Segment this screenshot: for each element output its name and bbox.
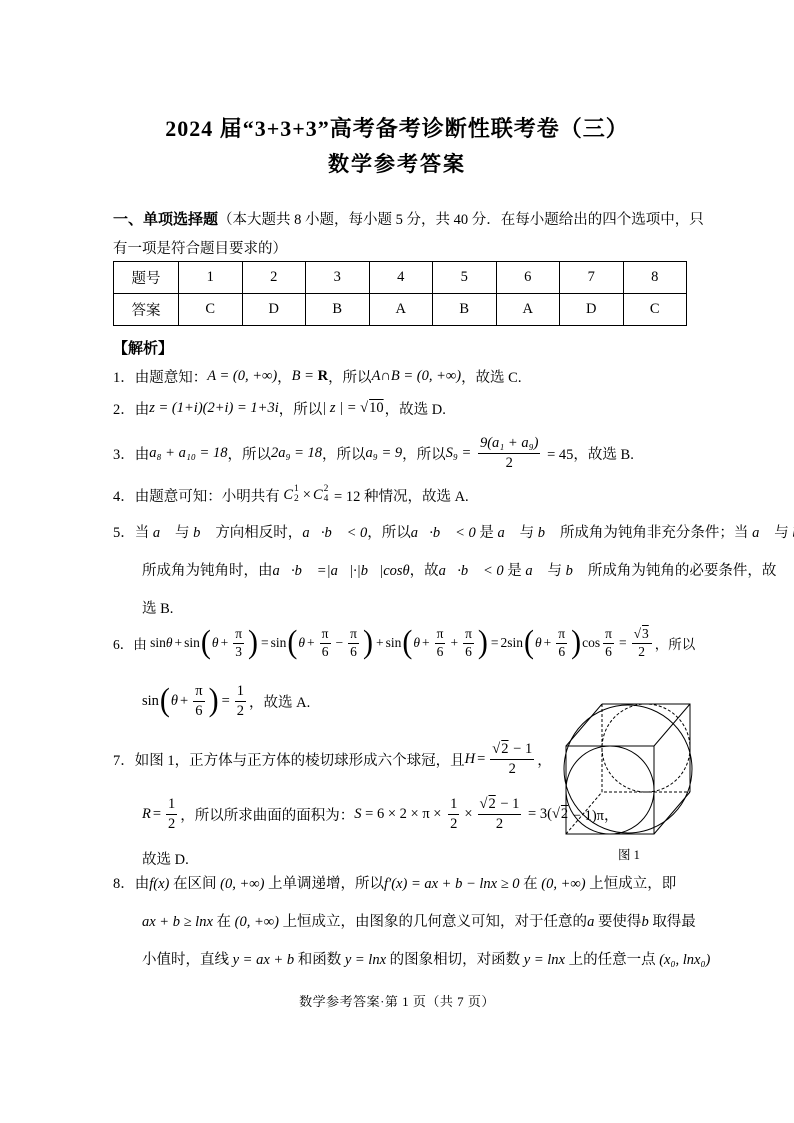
equals-sign: = — [221, 692, 230, 709]
sqrt-radical — [360, 400, 384, 417]
plus-sign: + — [220, 635, 229, 650]
fraction — [166, 795, 177, 832]
fraction-numerator: 9(a₁ + a₉) — [478, 434, 541, 453]
row-label-cell: 题号 — [114, 262, 179, 294]
left-paren: ( — [402, 624, 413, 661]
answer-row — [114, 294, 687, 326]
text-segment: = 3( — [524, 805, 552, 822]
right-paren: ) — [571, 624, 582, 661]
plus-sign: + — [307, 635, 315, 650]
fraction-denominator: 2 — [508, 760, 516, 777]
minus-sign: − — [335, 635, 344, 650]
plus-sign: + — [450, 635, 459, 650]
text-segment: ，所以 — [322, 446, 366, 463]
fraction-denominator: 6 — [558, 643, 566, 659]
fraction — [463, 626, 474, 661]
radical-sign: √ — [551, 805, 560, 822]
left-paren: ( — [287, 624, 298, 661]
fraction — [603, 626, 614, 661]
fraction-numerator: 1 — [448, 795, 459, 814]
fraction-numerator: π — [233, 626, 244, 644]
section-heading-line-2: 有一项是符合题目要求的） — [113, 241, 287, 257]
section-heading-line-1 — [113, 208, 704, 229]
equals-sign: = — [477, 750, 486, 767]
text-segment: 8．由 — [113, 876, 150, 892]
math-segment: (0, +∞) — [220, 876, 265, 892]
superscript: 1 — [294, 484, 299, 495]
fraction-numerator: π — [603, 626, 614, 644]
radicand: 10 — [369, 399, 384, 416]
text-segment: = 45，故选 B. — [543, 446, 634, 463]
plus-sign: + — [421, 635, 430, 650]
cube-connecting-edges — [566, 704, 690, 834]
fraction-denominator: 3 — [235, 643, 242, 659]
right-paren: ) — [248, 624, 259, 661]
item-8-line-3 — [142, 948, 710, 969]
fraction — [490, 740, 534, 777]
text-segment: ，故选 D. — [384, 401, 446, 418]
theta: θ — [211, 635, 219, 650]
equals-sign: = — [490, 635, 499, 650]
fraction-denominator: 6 — [321, 643, 329, 659]
math-segment: (x₀, lnx₀) — [659, 952, 711, 968]
item-8-line-1 — [113, 872, 676, 893]
section-heading-bold: 一、单项选择题 — [113, 212, 219, 228]
item-6-line-2 — [142, 676, 310, 726]
text-segment: ，所以 — [278, 401, 323, 418]
text-segment: ，所以 — [367, 525, 411, 541]
fraction-numerator: π — [320, 626, 331, 644]
fraction-denominator: 6 — [436, 643, 444, 659]
answer-cell: A — [369, 294, 433, 326]
fraction — [448, 795, 459, 832]
fraction — [320, 626, 331, 661]
text-segment: 在 — [212, 914, 235, 930]
plus-sign: + — [375, 635, 384, 650]
page-subtitle: 数学参考答案 — [328, 152, 466, 176]
math-segment: 2a₉ = 18 — [270, 444, 323, 461]
math-segment: A = (0, +∞) — [207, 367, 278, 384]
right-paren: ) — [208, 682, 219, 719]
text-segment: = 12 种情况，故选 A. — [330, 488, 469, 505]
math-segment: a⃗·b⃗ < 0 — [410, 525, 476, 541]
cos-label: cos — [582, 635, 601, 650]
text-segment: 上的任意一点 — [564, 952, 660, 968]
combination-superscript-subscript — [324, 485, 329, 505]
question-number-cell: 4 — [369, 262, 433, 294]
math-segment: f′(x) = ax + b − lnx ≥ 0 — [384, 876, 520, 892]
plus-sign: + — [180, 692, 189, 709]
radicand: 3 — [642, 625, 649, 641]
fraction-denominator: 6 — [350, 643, 357, 659]
question-number-cell: 6 — [496, 262, 560, 294]
question-number-cell: 1 — [179, 262, 243, 294]
fraction-numerator: 1 — [235, 682, 246, 701]
fraction-numerator: π — [463, 626, 474, 644]
text-segment: 所成角为钝角时，由 — [142, 563, 273, 579]
fraction-denominator: 6 — [195, 702, 203, 719]
math-segment: y = ax + b — [232, 952, 295, 968]
section-heading-rest: （本大题共 8 小题，每小题 5 分，共 40 分．在每小题给出的四个选项中，只 — [218, 212, 704, 228]
text-segment: 上单调递增，所以 — [264, 876, 385, 892]
text-segment: ， — [277, 369, 292, 386]
theta: θ — [298, 635, 306, 650]
fraction-denominator: 2 — [638, 643, 646, 659]
fraction-numerator — [490, 740, 534, 759]
theta: θ — [413, 635, 420, 650]
radical-sign: √ — [492, 741, 501, 758]
item-7-line-2 — [142, 788, 618, 840]
text-segment: 与 — [516, 525, 538, 541]
text-segment: 与 — [770, 525, 793, 541]
text-segment: 是 — [503, 563, 526, 579]
subscript: 2 — [294, 494, 299, 504]
math-segment: z = (1+i)(2+i) = 1+3i — [149, 399, 279, 416]
math-segment: ax + b ≥ lnx — [142, 914, 213, 930]
times-sign: × — [302, 486, 311, 503]
fraction — [235, 682, 246, 719]
text-segment: 2．由 — [113, 401, 150, 418]
text-segment: ，故选 C. — [461, 369, 522, 386]
right-paren: ) — [362, 624, 373, 661]
plus-sign: + — [174, 635, 183, 650]
combination-superscript-subscript — [294, 485, 299, 505]
question-number-cell: 8 — [623, 262, 687, 294]
text-segment: ，所以 — [227, 446, 271, 463]
sin-label: sin — [270, 635, 287, 650]
fraction — [556, 626, 567, 661]
radicand: 2 — [560, 805, 569, 822]
item-2 — [113, 396, 446, 420]
page-title: 2024 届“3+3+3”高考备考诊断性联考卷（三） — [165, 116, 629, 141]
fraction — [632, 626, 652, 661]
fraction — [478, 795, 522, 832]
math-segment: a₉ = 9 — [365, 444, 403, 461]
radicand: 2 — [501, 741, 509, 758]
radical-sign: √ — [360, 399, 369, 416]
variable-R: R — [142, 805, 151, 822]
item-6-line-1 — [113, 614, 695, 672]
question-number-row — [114, 262, 687, 294]
sin-label: sin — [150, 635, 166, 650]
subscript: 4 — [323, 494, 329, 504]
radical-sign: √ — [633, 625, 641, 641]
sin-label: sin — [184, 635, 200, 650]
text-segment: ，所以所求曲面的面积为： — [180, 807, 355, 824]
front-face-circle — [566, 746, 654, 834]
math-segment: y = lnx — [523, 952, 565, 968]
text-segment: − 1 — [509, 741, 533, 758]
math-segment: b⃗ — [193, 525, 212, 541]
fraction-numerator: π — [348, 626, 359, 644]
sin-label: sin — [385, 635, 402, 650]
variable-S: S — [354, 805, 362, 822]
text-segment: 7．如图 1，正方体与正方体的棱切球形成六个球冠，且 — [113, 752, 465, 769]
math-segment: (0, +∞) — [541, 876, 586, 892]
text-segment: 是 — [475, 525, 498, 541]
fraction — [435, 626, 446, 661]
plus-sign: + — [543, 635, 552, 650]
left-paren: ( — [159, 682, 170, 719]
text-segment: ，所以 — [654, 637, 696, 652]
fraction-denominator: 2 — [505, 454, 513, 471]
text-segment: 方向相反时， — [211, 525, 303, 541]
math-segment: a⃗ — [525, 563, 544, 579]
math-segment: B = — [291, 367, 318, 384]
item-4 — [113, 482, 469, 508]
fraction-numerator — [632, 626, 652, 644]
back-face-circle — [602, 704, 690, 792]
fraction — [193, 682, 204, 719]
theta: θ — [535, 635, 542, 650]
text-segment: 要使得 — [594, 914, 642, 930]
page-footer: 数学参考答案·第 1 页（共 7 页） — [299, 994, 495, 1009]
item-5-line-1 — [113, 521, 794, 542]
answer-cell: D — [242, 294, 306, 326]
fraction-denominator: 2 — [236, 702, 244, 719]
text-segment: ，故选 A. — [249, 694, 311, 711]
question-number-cell: 2 — [242, 262, 306, 294]
answer-cell: C — [179, 294, 243, 326]
math-segment: a⃗·b⃗ < 0 — [438, 563, 504, 579]
fraction-denominator: 6 — [465, 643, 472, 659]
item-3 — [113, 430, 634, 476]
text-segment: 6．由 — [113, 637, 151, 652]
text-segment: ， — [537, 752, 552, 769]
fraction-denominator: 6 — [605, 643, 612, 659]
cube-edge-tangent-sphere-drawing — [561, 700, 697, 842]
text-segment: 上恒成立，即 — [585, 876, 677, 892]
sin-label: sin — [507, 635, 524, 650]
text-segment: 3．由 — [113, 446, 150, 463]
fraction-numerator: π — [556, 626, 567, 644]
left-paren: ( — [200, 624, 211, 661]
left-paren: ( — [524, 624, 535, 661]
text-segment: 上恒成立，由图象的几何意义可知，对于任意的 — [278, 914, 588, 930]
figure-caption: 图 1 — [618, 848, 640, 862]
equals-sign: = — [261, 635, 269, 650]
math-segment: a⃗ — [752, 525, 771, 541]
equals-sign: = — [152, 805, 162, 822]
math-segment: b⃗ — [537, 525, 557, 541]
text-segment: − 1)π， — [569, 807, 619, 824]
coefficient-2: 2 — [500, 635, 508, 650]
times-sign: × — [464, 805, 473, 822]
question-number-cell: 7 — [560, 262, 624, 294]
right-paren: ) — [477, 624, 488, 661]
fraction — [348, 626, 359, 661]
superscript: 2 — [323, 484, 329, 495]
theta: θ — [165, 635, 173, 650]
math-segment: S₉ = — [445, 444, 475, 461]
equals-sign: = — [618, 635, 627, 650]
radicand: 2 — [488, 796, 496, 813]
math-segment: A∩B = (0, +∞) — [371, 367, 462, 384]
text-segment: = 6 × 2 × π × — [361, 805, 446, 822]
math-segment: b — [641, 914, 649, 930]
fraction-numerator: 1 — [166, 795, 177, 814]
answer-table — [113, 261, 687, 326]
analysis-label: 【解析】 — [113, 341, 174, 357]
text-segment: 与 — [543, 563, 566, 579]
text-segment: 所成角为钝角非充分条件；当 — [556, 525, 753, 541]
text-segment: 与 — [171, 525, 194, 541]
fraction — [478, 434, 541, 471]
text-segment: − 1 — [496, 796, 520, 813]
text-segment: 取得最 — [648, 914, 696, 930]
question-number-cell: 3 — [306, 262, 370, 294]
radical-sign: √ — [479, 796, 488, 813]
math-segment: f(x) — [149, 876, 170, 892]
theta: θ — [170, 692, 179, 709]
math-segment: | z | = — [322, 399, 361, 416]
math-segment: a₈ + a₁₀ = 18 — [149, 444, 228, 461]
answer-cell: D — [560, 294, 624, 326]
combination-C: C — [312, 486, 323, 503]
sin-label: sin — [142, 692, 159, 709]
fraction-numerator: π — [193, 682, 204, 701]
answer-cell: A — [496, 294, 560, 326]
item-5-line-2 — [142, 559, 776, 580]
bold-R-symbol: R — [317, 367, 329, 384]
question-number-cell: 5 — [433, 262, 497, 294]
text-segment: 所成角为钝角的必要条件，故 — [584, 563, 777, 579]
text-segment: ，故 — [409, 563, 439, 579]
variable-H: H — [464, 750, 476, 767]
math-segment: a — [587, 914, 595, 930]
text-segment: 选 B. — [142, 601, 174, 617]
text-segment: 和函数 — [294, 952, 345, 968]
math-segment: b⃗ — [565, 563, 585, 579]
text-segment: 1．由题意知： — [113, 369, 208, 386]
text-segment: ，所以 — [402, 446, 446, 463]
row-label-cell: 答案 — [114, 294, 179, 326]
item-7-line-3: 故选 D. — [142, 852, 189, 868]
fraction — [233, 626, 244, 661]
text-segment: 在 — [519, 876, 542, 892]
math-segment: a⃗ — [497, 525, 517, 541]
text-segment: ，所以 — [328, 369, 372, 386]
item-8-line-2 — [142, 910, 696, 931]
fraction-numerator — [478, 795, 522, 814]
fraction-denominator: 2 — [495, 815, 504, 832]
math-segment: a⃗·b⃗ < 0 — [302, 525, 368, 541]
text-segment: 小值时，直线 — [142, 952, 233, 968]
text-segment: 的图象相切，对函数 — [386, 952, 524, 968]
fraction-numerator: π — [435, 626, 446, 644]
answer-cell: B — [433, 294, 497, 326]
figure-cube-sphere-diagram — [561, 700, 697, 842]
answer-cell: C — [623, 294, 687, 326]
math-segment: y = lnx — [344, 952, 387, 968]
answer-cell: B — [306, 294, 370, 326]
text-segment: 5．当 — [113, 525, 153, 541]
fraction-denominator: 2 — [450, 815, 458, 832]
item-7-line-1 — [113, 734, 552, 784]
math-segment: C — [283, 486, 294, 503]
text-segment: 在区间 — [169, 876, 221, 892]
math-segment: a⃗·b⃗ =|a⃗|·|b⃗|cosθ — [272, 563, 410, 579]
math-segment: (0, +∞) — [234, 914, 279, 930]
math-segment: a⃗ — [152, 525, 172, 541]
item-1 — [113, 364, 521, 388]
text-segment: 4．由题意可知：小明共有 — [113, 488, 284, 505]
fraction-denominator: 2 — [168, 815, 176, 832]
